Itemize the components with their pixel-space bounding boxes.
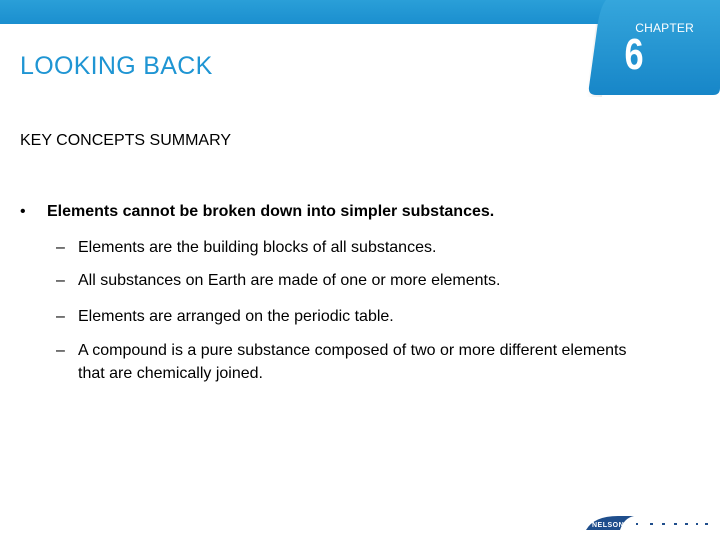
- dash-marker: –: [56, 272, 65, 289]
- chapter-label: CHAPTER: [635, 21, 694, 35]
- nelson-education-logo: [584, 510, 714, 534]
- dash-marker: –: [56, 239, 65, 256]
- sub-bullet-text: A compound is a pure substance composed of two or more different elements that are chemically joined.: [78, 342, 627, 382]
- sub-bullet-item: [56, 339, 656, 385]
- slide-title: LOOKING BACK: [20, 52, 213, 80]
- sub-bullet-text: All substances on Earth are made of one or more elements.: [78, 272, 501, 289]
- svg-text:NELSON: NELSON: [592, 522, 625, 529]
- logo-graphic: [584, 510, 714, 534]
- sub-bullet-item: [56, 236, 656, 259]
- sub-bullet-item: [56, 269, 656, 292]
- sub-bullet-item: [56, 305, 656, 328]
- main-bullet-text: Elements cannot be broken down into simpler substances.: [47, 203, 495, 220]
- section-heading: KEY CONCEPTS SUMMARY: [20, 132, 232, 149]
- dash-marker: –: [56, 342, 65, 359]
- chapter-tab: [576, 0, 720, 97]
- bullet-marker: •: [20, 203, 26, 220]
- dash-marker: –: [56, 308, 65, 325]
- chapter-number: 6: [624, 30, 644, 79]
- sub-bullet-text: Elements are arranged on the periodic table.: [78, 308, 394, 325]
- sub-bullet-text: Elements are the building blocks of all substances.: [78, 239, 437, 256]
